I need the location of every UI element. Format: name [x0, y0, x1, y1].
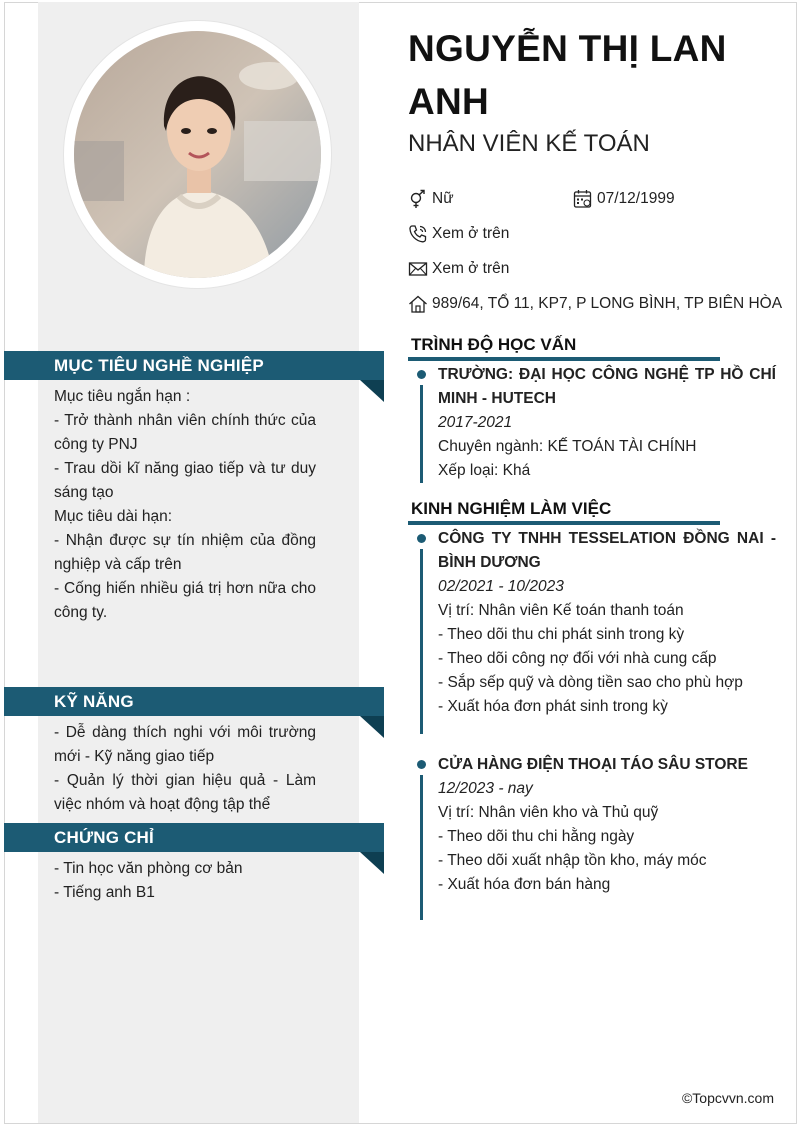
school-name: TRƯỜNG: ĐẠI HỌC CÔNG NGHỆ TP HỒ CHÍ MINH - HUTECH [438, 366, 776, 407]
education-entry [438, 363, 776, 483]
skills-heading: KỸ NĂNG [4, 687, 384, 716]
full-name: NGUYỄN THỊ LAN ANH [408, 28, 727, 122]
timeline-dot [417, 760, 426, 769]
objective-heading: MỤC TIÊU NGHỀ NGHIỆP [4, 351, 384, 380]
timeline-dot [417, 370, 426, 379]
calendar-icon [573, 189, 593, 209]
skills-heading-fold [360, 716, 384, 738]
job-title: NHÂN VIÊN KẾ TOÁN [408, 130, 650, 157]
job-line: - Theo dõi công nợ đối với nhà cung cấp [438, 650, 717, 667]
timeline-line [420, 775, 423, 920]
address-value: 989/64, TỔ 11, KP7, P LONG BÌNH, TP BIÊN HÒA [432, 295, 783, 312]
certificates-heading-fold [360, 852, 384, 874]
certificate-line: - Tiếng anh B1 [54, 884, 155, 901]
phone-icon [408, 224, 428, 244]
birthday-row [573, 189, 675, 209]
objective-line: - Trau dồi kĩ năng giao tiếp và tư duy sáng tạo [54, 460, 316, 501]
skills-text [54, 721, 316, 817]
address-row [408, 294, 782, 314]
home-icon [408, 294, 428, 314]
objective-heading-fold [360, 380, 384, 402]
phone-value: Xem ở trên [432, 225, 510, 242]
objective-line: - Trở thành nhân viên chính thức của công ty PNJ [54, 412, 316, 453]
gender-value: Nữ [432, 190, 454, 207]
avatar-photo [74, 31, 321, 278]
education-heading: TRÌNH ĐỘ HỌC VẤN [411, 335, 577, 354]
certificate-line: - Tin học văn phòng cơ bản [54, 860, 243, 877]
company-name: CỬA HÀNG ĐIỆN THOẠI TÁO SÂU STORE [438, 756, 748, 773]
email-row [408, 259, 509, 279]
education-underline [408, 357, 720, 361]
job-period: 02/2021 - 10/2023 [438, 578, 564, 595]
job-line: Vị trí: Nhân viên kho và Thủ quỹ [438, 804, 659, 821]
job-line: - Sắp sếp quỹ và dòng tiền sao cho phù hợp [438, 674, 743, 691]
objective-text [54, 385, 316, 625]
job-entry [438, 753, 776, 897]
education-period: 2017-2021 [438, 414, 513, 431]
objective-line: - Cống hiến nhiều giá trị hơn nữa cho công ty. [54, 580, 316, 621]
job-line: - Theo dõi thu chi phát sinh trong kỳ [438, 626, 685, 643]
envelope-icon [408, 259, 428, 279]
experience-underline [408, 521, 720, 525]
objective-line: Mục tiêu ngắn hạn : [54, 388, 191, 405]
job-line: - Xuất hóa đơn bán hàng [438, 876, 611, 893]
avatar [74, 31, 321, 278]
avatar-frame [64, 21, 331, 288]
job-period: 12/2023 - nay [438, 780, 533, 797]
skills-line: - Quản lý thời gian hiệu quả - Làm việc nhóm và hoạt động tập thể [54, 772, 316, 813]
skills-line: - Dễ dàng thích nghi với môi trường mới - Kỹ năng giao tiếp [54, 724, 316, 765]
gender-row [408, 189, 454, 209]
certificates-text [54, 857, 316, 905]
timeline-dot [417, 534, 426, 543]
job-line: - Theo dõi thu chi hằng ngày [438, 828, 635, 845]
job-entry [438, 527, 776, 719]
job-line: - Xuất hóa đơn phát sinh trong kỳ [438, 698, 668, 715]
education-major: Chuyên ngành: KẾ TOÁN TÀI CHÍNH [438, 438, 697, 455]
experience-heading: KINH NGHIỆM LÀM VIỆC [411, 499, 612, 518]
phone-row [408, 224, 509, 244]
birthday-value: 07/12/1999 [597, 190, 675, 207]
footer-watermark: ©Topcvvn.com [681, 1090, 774, 1106]
timeline-line [420, 385, 423, 483]
email-value: Xem ở trên [432, 260, 510, 277]
certificates-heading: CHỨNG CHỈ [4, 823, 384, 852]
timeline-line [420, 549, 423, 734]
job-line: - Theo dõi xuất nhập tồn kho, máy móc [438, 852, 707, 869]
gender-icon [408, 189, 428, 209]
objective-line: Mục tiêu dài hạn: [54, 508, 173, 525]
job-line: Vị trí: Nhân viên Kế toán thanh toán [438, 602, 684, 619]
company-name: CÔNG TY TNHH TESSELATION ĐỒNG NAI - BÌNH DƯƠNG [438, 530, 776, 571]
objective-line: - Nhận được sự tín nhiệm của đồng nghiệp và cấp trên [54, 532, 316, 573]
education-grade: Xếp loại: Khá [438, 462, 531, 479]
